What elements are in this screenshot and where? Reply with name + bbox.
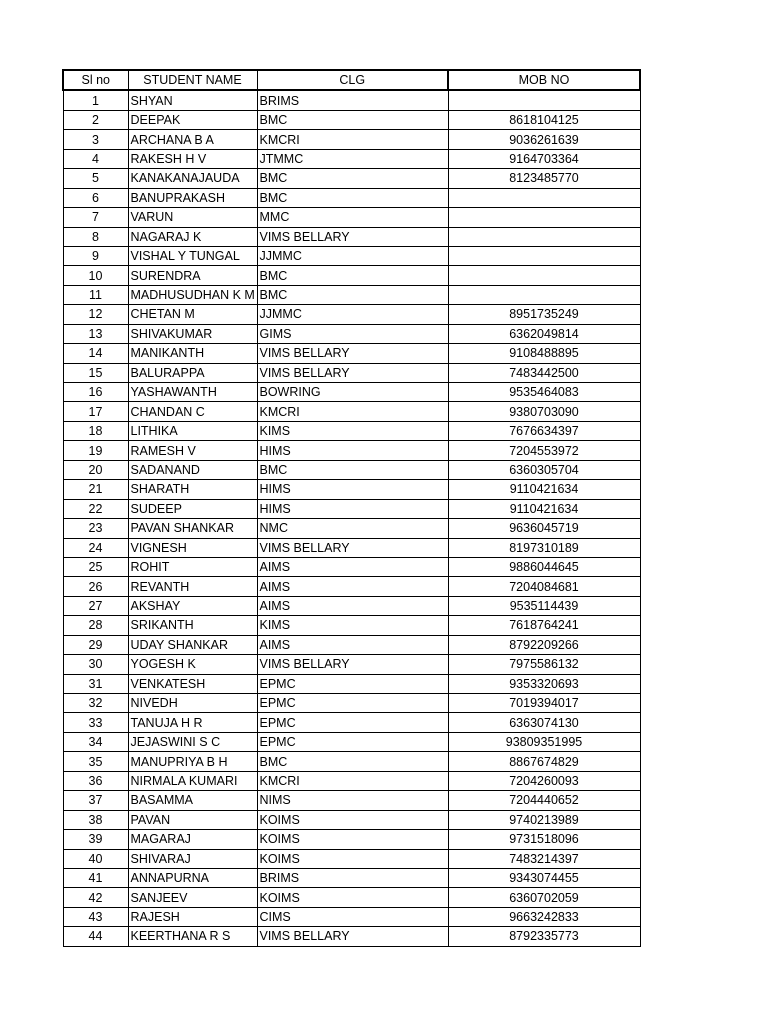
cell-college: BMC: [257, 169, 448, 188]
cell-sl-no: 22: [63, 499, 128, 518]
cell-mobile-number: 8123485770: [448, 169, 640, 188]
cell-college: VIMS BELLARY: [257, 538, 448, 557]
cell-student-name: SHARATH: [128, 480, 257, 499]
cell-mobile-number: 9164703364: [448, 149, 640, 168]
cell-sl-no: 37: [63, 791, 128, 810]
cell-student-name: DEEPAK: [128, 110, 257, 129]
cell-college: KOIMS: [257, 810, 448, 829]
cell-college: KOIMS: [257, 830, 448, 849]
table-row: [63, 674, 640, 693]
cell-mobile-number: 7204553972: [448, 441, 640, 460]
cell-mobile-number: 9353320693: [448, 674, 640, 693]
table-row: [63, 713, 640, 732]
cell-sl-no: 44: [63, 927, 128, 946]
cell-mobile-number: 9886044645: [448, 557, 640, 576]
cell-sl-no: 24: [63, 538, 128, 557]
table-row: [63, 402, 640, 421]
cell-college: VIMS BELLARY: [257, 655, 448, 674]
cell-student-name: CHANDAN C: [128, 402, 257, 421]
cell-student-name: VIGNESH: [128, 538, 257, 557]
cell-mobile-number: [448, 208, 640, 227]
cell-student-name: SUDEEP: [128, 499, 257, 518]
cell-college: KMCRI: [257, 130, 448, 149]
table-row: [63, 208, 640, 227]
cell-mobile-number: 9108488895: [448, 344, 640, 363]
cell-mobile-number: [448, 188, 640, 207]
cell-mobile-number: 7618764241: [448, 616, 640, 635]
cell-sl-no: 2: [63, 110, 128, 129]
cell-college: NMC: [257, 519, 448, 538]
table-row: [63, 246, 640, 265]
table-row: [63, 285, 640, 304]
cell-college: HIMS: [257, 480, 448, 499]
cell-mobile-number: 9110421634: [448, 499, 640, 518]
table-row: [63, 810, 640, 829]
cell-sl-no: 34: [63, 732, 128, 751]
cell-student-name: KANAKANAJAUDA: [128, 169, 257, 188]
cell-student-name: REVANTH: [128, 577, 257, 596]
cell-student-name: YOGESH K: [128, 655, 257, 674]
cell-sl-no: 33: [63, 713, 128, 732]
cell-sl-no: 39: [63, 830, 128, 849]
cell-college: KOIMS: [257, 849, 448, 868]
cell-college: BMC: [257, 752, 448, 771]
cell-college: BRIMS: [257, 90, 448, 110]
cell-student-name: BANUPRAKASH: [128, 188, 257, 207]
cell-mobile-number: 8197310189: [448, 538, 640, 557]
cell-college: BMC: [257, 285, 448, 304]
cell-mobile-number: 9110421634: [448, 480, 640, 499]
table-row: [63, 655, 640, 674]
cell-college: BMC: [257, 266, 448, 285]
cell-student-name: MADHUSUDHAN K M: [128, 285, 257, 304]
cell-student-name: VENKATESH: [128, 674, 257, 693]
cell-college: AIMS: [257, 577, 448, 596]
cell-student-name: RAKESH H V: [128, 149, 257, 168]
cell-mobile-number: 6363074130: [448, 713, 640, 732]
cell-college: EPMC: [257, 732, 448, 751]
cell-mobile-number: 9380703090: [448, 402, 640, 421]
cell-sl-no: 29: [63, 635, 128, 654]
cell-college: EPMC: [257, 694, 448, 713]
cell-sl-no: 20: [63, 460, 128, 479]
table-header: [63, 70, 640, 90]
table-row: [63, 227, 640, 246]
table-row: [63, 480, 640, 499]
table-row: [63, 888, 640, 907]
cell-student-name: ARCHANA B A: [128, 130, 257, 149]
cell-mobile-number: [448, 266, 640, 285]
cell-sl-no: 6: [63, 188, 128, 207]
cell-sl-no: 19: [63, 441, 128, 460]
cell-sl-no: 42: [63, 888, 128, 907]
cell-sl-no: 27: [63, 596, 128, 615]
table-row: [63, 577, 640, 596]
table-row: [63, 791, 640, 810]
cell-college: KOIMS: [257, 888, 448, 907]
cell-mobile-number: 6360702059: [448, 888, 640, 907]
table-row: [63, 130, 640, 149]
table-row: [63, 305, 640, 324]
table-row: [63, 596, 640, 615]
cell-sl-no: 17: [63, 402, 128, 421]
cell-mobile-number: [448, 285, 640, 304]
table-row: [63, 519, 640, 538]
cell-sl-no: 13: [63, 324, 128, 343]
cell-student-name: SURENDRA: [128, 266, 257, 285]
cell-student-name: PAVAN SHANKAR: [128, 519, 257, 538]
cell-sl-no: 14: [63, 344, 128, 363]
cell-student-name: MANIKANTH: [128, 344, 257, 363]
cell-college: EPMC: [257, 713, 448, 732]
cell-sl-no: 30: [63, 655, 128, 674]
cell-mobile-number: 9343074455: [448, 868, 640, 887]
cell-college: EPMC: [257, 674, 448, 693]
table-row: [63, 188, 640, 207]
cell-mobile-number: 8951735249: [448, 305, 640, 324]
cell-student-name: TANUJA H R: [128, 713, 257, 732]
cell-mobile-number: 6360305704: [448, 460, 640, 479]
cell-mobile-number: 9663242833: [448, 907, 640, 926]
cell-college: CIMS: [257, 907, 448, 926]
cell-college: VIMS BELLARY: [257, 344, 448, 363]
cell-college: JJMMC: [257, 246, 448, 265]
table-row: [63, 149, 640, 168]
cell-college: AIMS: [257, 635, 448, 654]
cell-college: NIMS: [257, 791, 448, 810]
cell-mobile-number: 8792335773: [448, 927, 640, 946]
table-row: [63, 907, 640, 926]
cell-college: KIMS: [257, 616, 448, 635]
table-row: [63, 752, 640, 771]
cell-sl-no: 26: [63, 577, 128, 596]
student-table: [62, 69, 641, 947]
cell-student-name: RAJESH: [128, 907, 257, 926]
table-body: [63, 90, 640, 946]
header-row: [63, 70, 640, 90]
cell-sl-no: 23: [63, 519, 128, 538]
cell-sl-no: 43: [63, 907, 128, 926]
header-student-name: STUDENT NAME: [128, 70, 257, 90]
cell-student-name: MAGARAJ: [128, 830, 257, 849]
cell-college: VIMS BELLARY: [257, 363, 448, 382]
cell-sl-no: 32: [63, 694, 128, 713]
cell-sl-no: 18: [63, 421, 128, 440]
cell-mobile-number: 7483442500: [448, 363, 640, 382]
table-row: [63, 557, 640, 576]
cell-sl-no: 36: [63, 771, 128, 790]
cell-student-name: SANJEEV: [128, 888, 257, 907]
header-college: CLG: [257, 70, 448, 90]
cell-mobile-number: 7204440652: [448, 791, 640, 810]
table-row: [63, 90, 640, 110]
cell-student-name: UDAY SHANKAR: [128, 635, 257, 654]
cell-student-name: VISHAL Y TUNGAL: [128, 246, 257, 265]
cell-mobile-number: 93809351995: [448, 732, 640, 751]
table-row: [63, 441, 640, 460]
cell-student-name: LITHIKA: [128, 421, 257, 440]
table-row: [63, 383, 640, 402]
cell-student-name: VARUN: [128, 208, 257, 227]
cell-college: JJMMC: [257, 305, 448, 324]
cell-student-name: SADANAND: [128, 460, 257, 479]
cell-student-name: YASHAWANTH: [128, 383, 257, 402]
cell-sl-no: 4: [63, 149, 128, 168]
cell-student-name: JEJASWINI S C: [128, 732, 257, 751]
table-row: [63, 110, 640, 129]
cell-student-name: SHYAN: [128, 90, 257, 110]
cell-mobile-number: [448, 246, 640, 265]
cell-sl-no: 7: [63, 208, 128, 227]
cell-mobile-number: [448, 90, 640, 110]
header-mobile-number: MOB NO: [448, 70, 640, 90]
cell-college: AIMS: [257, 557, 448, 576]
table-row: [63, 499, 640, 518]
table-row: [63, 538, 640, 557]
cell-mobile-number: 9636045719: [448, 519, 640, 538]
cell-sl-no: 25: [63, 557, 128, 576]
cell-student-name: ANNAPURNA: [128, 868, 257, 887]
cell-sl-no: 41: [63, 868, 128, 887]
table-row: [63, 266, 640, 285]
cell-mobile-number: 9740213989: [448, 810, 640, 829]
cell-student-name: SHIVAKUMAR: [128, 324, 257, 343]
cell-student-name: ROHIT: [128, 557, 257, 576]
cell-student-name: MANUPRIYA B H: [128, 752, 257, 771]
table-row: [63, 694, 640, 713]
cell-mobile-number: 9731518096: [448, 830, 640, 849]
cell-sl-no: 35: [63, 752, 128, 771]
cell-sl-no: 15: [63, 363, 128, 382]
cell-mobile-number: 9535464083: [448, 383, 640, 402]
cell-college: MMC: [257, 208, 448, 227]
cell-mobile-number: 7483214397: [448, 849, 640, 868]
cell-mobile-number: 7204260093: [448, 771, 640, 790]
cell-mobile-number: [448, 227, 640, 246]
cell-student-name: AKSHAY: [128, 596, 257, 615]
cell-college: KIMS: [257, 421, 448, 440]
cell-student-name: KEERTHANA R S: [128, 927, 257, 946]
cell-mobile-number: 8867674829: [448, 752, 640, 771]
cell-mobile-number: 7676634397: [448, 421, 640, 440]
cell-sl-no: 1: [63, 90, 128, 110]
table-row: [63, 635, 640, 654]
cell-sl-no: 10: [63, 266, 128, 285]
cell-sl-no: 12: [63, 305, 128, 324]
header-sl-no: Sl no: [63, 70, 128, 90]
cell-college: BMC: [257, 460, 448, 479]
cell-sl-no: 11: [63, 285, 128, 304]
cell-sl-no: 16: [63, 383, 128, 402]
table-row: [63, 169, 640, 188]
cell-mobile-number: 7204084681: [448, 577, 640, 596]
table-row: [63, 616, 640, 635]
cell-college: KMCRI: [257, 402, 448, 421]
cell-mobile-number: 6362049814: [448, 324, 640, 343]
cell-mobile-number: 7975586132: [448, 655, 640, 674]
cell-student-name: NIRMALA KUMARI: [128, 771, 257, 790]
cell-student-name: NIVEDH: [128, 694, 257, 713]
cell-sl-no: 5: [63, 169, 128, 188]
cell-college: HIMS: [257, 441, 448, 460]
table-row: [63, 363, 640, 382]
cell-mobile-number: 7019394017: [448, 694, 640, 713]
cell-student-name: NAGARAJ K: [128, 227, 257, 246]
cell-student-name: BALURAPPA: [128, 363, 257, 382]
cell-sl-no: 28: [63, 616, 128, 635]
cell-student-name: RAMESH V: [128, 441, 257, 460]
cell-sl-no: 31: [63, 674, 128, 693]
cell-college: JTMMC: [257, 149, 448, 168]
table-row: [63, 421, 640, 440]
cell-college: KMCRI: [257, 771, 448, 790]
cell-student-name: CHETAN M: [128, 305, 257, 324]
cell-sl-no: 3: [63, 130, 128, 149]
cell-student-name: BASAMMA: [128, 791, 257, 810]
table-row: [63, 344, 640, 363]
cell-student-name: SRIKANTH: [128, 616, 257, 635]
cell-college: HIMS: [257, 499, 448, 518]
table-row: [63, 324, 640, 343]
cell-college: AIMS: [257, 596, 448, 615]
cell-college: BOWRING: [257, 383, 448, 402]
cell-college: VIMS BELLARY: [257, 927, 448, 946]
cell-sl-no: 8: [63, 227, 128, 246]
cell-mobile-number: 9036261639: [448, 130, 640, 149]
cell-college: BRIMS: [257, 868, 448, 887]
table-row: [63, 849, 640, 868]
cell-college: BMC: [257, 110, 448, 129]
cell-college: GIMS: [257, 324, 448, 343]
cell-sl-no: 40: [63, 849, 128, 868]
table-row: [63, 868, 640, 887]
table-row: [63, 927, 640, 946]
cell-sl-no: 9: [63, 246, 128, 265]
cell-sl-no: 21: [63, 480, 128, 499]
cell-mobile-number: 8618104125: [448, 110, 640, 129]
cell-college: BMC: [257, 188, 448, 207]
cell-mobile-number: 8792209266: [448, 635, 640, 654]
table-row: [63, 771, 640, 790]
table-row: [63, 732, 640, 751]
cell-college: VIMS BELLARY: [257, 227, 448, 246]
cell-mobile-number: 9535114439: [448, 596, 640, 615]
cell-student-name: SHIVARAJ: [128, 849, 257, 868]
cell-student-name: PAVAN: [128, 810, 257, 829]
cell-sl-no: 38: [63, 810, 128, 829]
table-row: [63, 460, 640, 479]
table-row: [63, 830, 640, 849]
